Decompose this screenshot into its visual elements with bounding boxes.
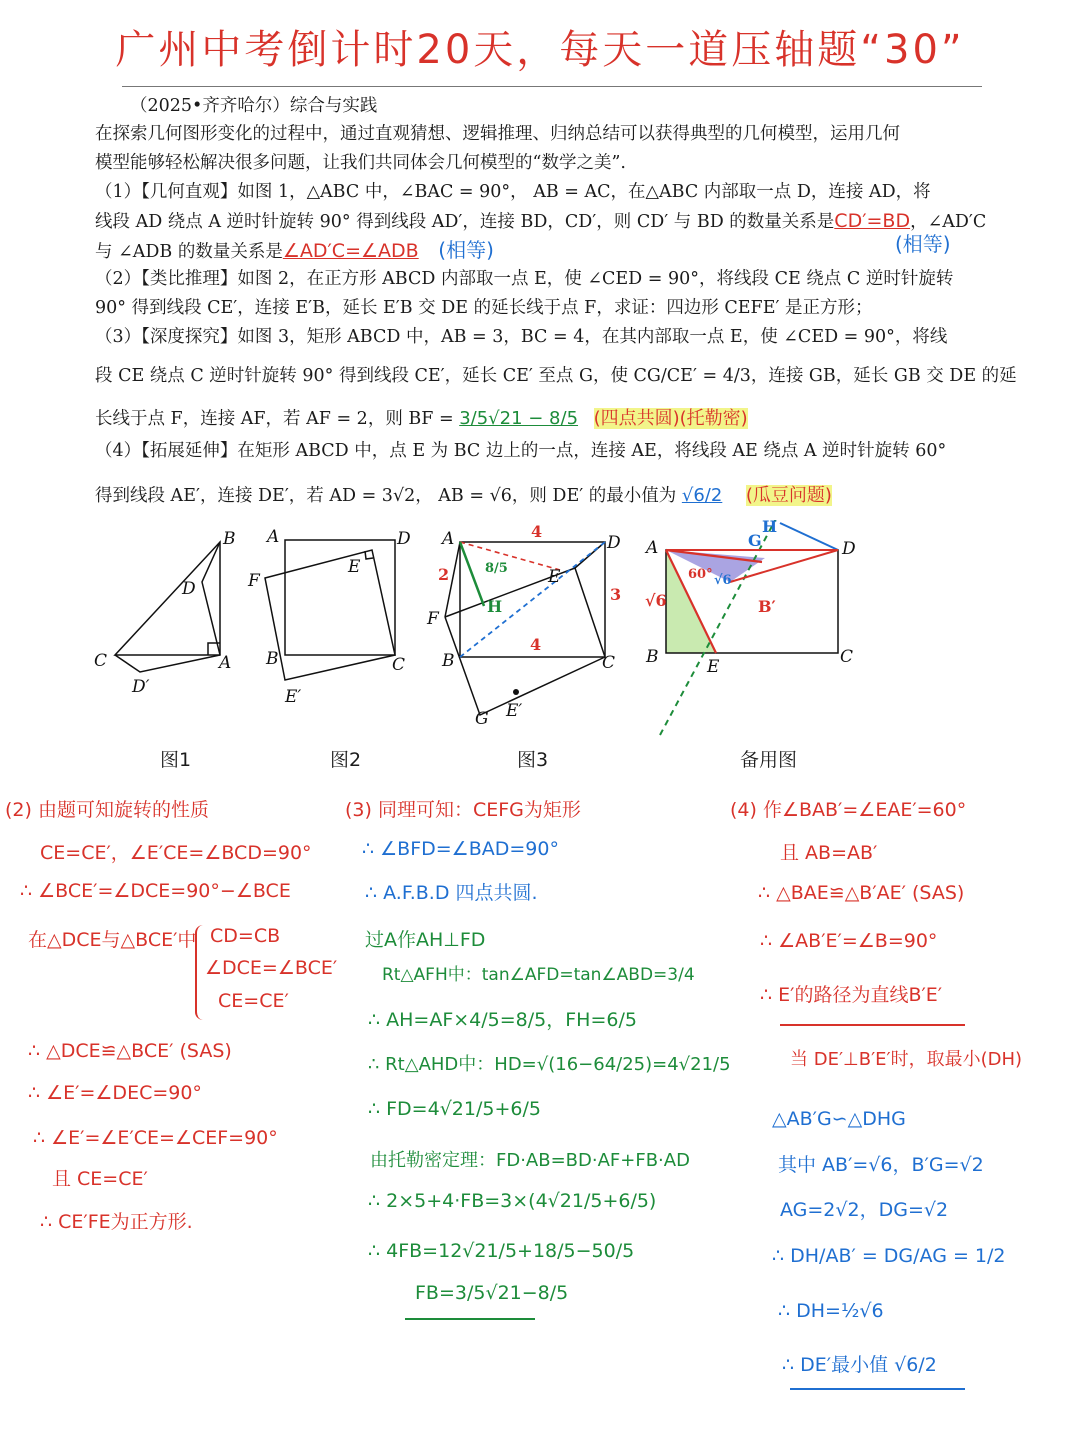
- sol2-line11: 且 CE=CE′: [52, 1168, 148, 1190]
- part3-line3: [95, 404, 748, 434]
- fig2-square-abcd: [285, 540, 395, 655]
- page-title: 广州中考倒计时20天，每天一道压轴题“30”: [115, 27, 965, 73]
- fig1-label-a: A: [219, 653, 232, 673]
- fig1-label-b: B: [223, 529, 236, 549]
- sol4-underline-2: [790, 1388, 965, 1390]
- fig3-label-f: F: [427, 609, 439, 629]
- sol4-line3: ∴ △BAE≌△B′AE′ (SAS): [758, 882, 965, 904]
- fig3-caption: 图3: [517, 749, 549, 771]
- fig3-label-eprime: E′: [506, 701, 523, 721]
- sol3-line1: (3) 同理可知：CEFG为矩形: [345, 799, 581, 821]
- fig2-label-b: B: [266, 649, 279, 669]
- fig4-label-c: C: [840, 647, 854, 667]
- fig2-label-f: F: [248, 571, 260, 591]
- fig4-mark-angle: 60°: [688, 567, 713, 582]
- fig3-label-a: A: [442, 529, 455, 549]
- sol3-line7: ∴ Rt△AHD中：HD=√(16−64/25)=4√21/5: [368, 1054, 731, 1075]
- part4-line2-text: 得到线段 AE′，连接 DE′，若 AD = 3√2， AB = √6，则 DE′ 的最小值为: [95, 486, 677, 506]
- fig1-label-c: C: [94, 651, 108, 671]
- sol3-line2: ∴ ∠BFD=∠BAD=90°: [362, 838, 559, 860]
- part4-line2: [95, 481, 832, 511]
- fig2-label-eprime: E′: [285, 687, 302, 707]
- sol4-line11: ∴ DH=½√6: [778, 1300, 884, 1322]
- sol3-line10: ∴ 2×5+4·FB=3×(4√21/5+6/5): [368, 1190, 657, 1212]
- fig1-triangle-abc: [115, 542, 220, 655]
- part1-answer-1: CD′=BD: [834, 210, 911, 232]
- fig3-segments-fg-gc: [445, 617, 605, 715]
- sol4-line2: 且 AB=AB′: [780, 842, 878, 864]
- problem-intro-2: 模型能够轻松解决很多问题，让我们共同体会几何模型的“数学之美”.: [95, 153, 626, 173]
- sol2-line1: (2) 由题可知旋转的性质: [5, 799, 209, 821]
- sol3-line6: ∴ AH=AF×4/5=8/5，FH=6/5: [368, 1009, 637, 1031]
- fig3-point-eprime: [513, 689, 519, 695]
- fig1-label-dprime: D′: [132, 677, 150, 697]
- part3-note: (四点共圆)(托勒密): [593, 408, 748, 429]
- sol2-line4: 在△DCE与△BCE′中: [28, 929, 197, 951]
- fig2-label-e: E: [348, 557, 361, 577]
- part1-line2-tail: ，∠AD′C: [910, 212, 987, 232]
- part1-note-2: (相等): [895, 232, 951, 256]
- fig3-segment-ah: [460, 542, 484, 606]
- part1-line2-text: 线段 AD 绕点 A 逆时针旋转 90° 得到线段 AD′，连接 BD，CD′，则 CD′ 与 BD 的数量关系是: [95, 212, 835, 232]
- part1-line2: [95, 207, 986, 237]
- fig3-label-d: D: [607, 533, 621, 553]
- part3-line2: 段 CE 绕点 C 逆时针旋转 90° 得到线段 CE′，延长 CE′ 至点 G，使 CG/CE′ = 4/3，连接 GB，延长 GB 交 DE 的延: [95, 366, 1017, 386]
- sol2-brace: [195, 925, 203, 1020]
- fig1-label-d: D: [182, 579, 196, 599]
- sol3-line8: ∴ FD=4√21/5+6/5: [368, 1098, 541, 1120]
- part1-note-1: (相等): [438, 238, 494, 262]
- title-divider: [122, 86, 982, 87]
- sol3-line5: Rt△AFH中：tan∠AFD=tan∠ABD=3/4: [382, 965, 695, 985]
- fig1-segments-cd-ad: [115, 655, 220, 672]
- fig3-mark-right: 3: [610, 585, 622, 604]
- sol2-line8: ∴ △DCE≌△BCE′ (SAS): [28, 1040, 232, 1062]
- fig3-mark-h: H: [487, 597, 503, 616]
- fig2-label-c: C: [392, 655, 406, 675]
- figure-2: [265, 540, 395, 680]
- sol2-line2: CE=CE′，∠E′CE=∠BCD=90°: [40, 842, 312, 864]
- part1-line3: [95, 236, 494, 267]
- sol2-line5: CD=CB: [210, 925, 281, 947]
- problem-intro-1: 在探索几何图形变化的过程中，通过直观猜想、逻辑推理、归纳总结可以获得典型的几何模型，运用几何: [95, 124, 900, 144]
- fig4-label-b: B: [646, 647, 659, 667]
- part3-answer: 3/5√21 − 8/5: [459, 408, 579, 429]
- sol2-line6: ∠DCE=∠BCE′: [205, 957, 338, 979]
- fig3-label-e: E: [548, 567, 561, 587]
- fig4-mark-g: G: [748, 531, 762, 550]
- sol3-line3: ∴ A.F.B.D 四点共圆.: [365, 882, 538, 904]
- fig4-mark-ab: √6: [645, 591, 667, 610]
- fig3-mark-top: 4: [531, 522, 543, 541]
- fig3-mark-left: 2: [438, 565, 450, 584]
- fig4-caption: 备用图: [740, 749, 798, 771]
- part1-answer-2: ∠AD′C=∠ADB: [282, 240, 419, 262]
- fig3-segment-ae: [460, 542, 560, 570]
- sol3-line11: ∴ 4FB=12√21/5+18/5−50/5: [368, 1240, 635, 1262]
- sol4-line10: ∴ DH/AB′ = DG/AG = 1/2: [772, 1245, 1006, 1267]
- sol3-line12: FB=3/5√21−8/5: [415, 1282, 569, 1304]
- sol4-line8: 其中 AB′=√6，B′G=√2: [778, 1154, 984, 1176]
- sol4-line4: ∴ ∠AB′E′=∠B=90°: [760, 930, 938, 952]
- sol2-line7: CE=CE′: [218, 990, 289, 1012]
- part1-line1: （1）【几何直观】如图 1，△ABC 中，∠BAC = 90°， AB = AC，在△ABC 内部取一点 D，连接 AD，将: [95, 182, 931, 202]
- fig2-label-d: D: [397, 529, 411, 549]
- figure-1: [115, 542, 220, 672]
- sol2-line3: ∴ ∠BCE′=∠DCE=90°−∠BCE: [20, 880, 291, 902]
- part3-line3-text: 长线于点 F，连接 AF，若 AF = 2，则 BF =: [95, 409, 454, 429]
- fig4-mark-bprime: B′: [758, 597, 776, 616]
- part4-line1: （4）【拓展延伸】在矩形 ABCD 中，点 E 为 BC 边上的一点，连接 AE，将线段 AE 绕点 A 逆时针旋转 60°: [95, 441, 947, 461]
- fig4-segment-dh: [780, 523, 838, 550]
- sol2-line10: ∴ ∠E′=∠E′CE=∠CEF=90°: [33, 1127, 278, 1149]
- sol3-underline: [405, 1318, 535, 1320]
- fig3-label-b: B: [442, 651, 455, 671]
- sol3-line4: 过A作AH⊥FD: [365, 929, 486, 951]
- fig4-mark-h: H: [762, 520, 778, 536]
- fig2-caption: 图2: [330, 749, 362, 771]
- figures-panel: [0, 520, 1080, 750]
- sol4-underline-1: [780, 1024, 965, 1026]
- fig4-mark-epath: √6: [714, 573, 732, 588]
- problem-source: （2025•齐齐哈尔）综合与实践: [130, 96, 378, 116]
- figure-4: [660, 520, 838, 735]
- fig3-mark-mid: 4: [530, 635, 542, 654]
- sol4-line6: 当 DE′⊥B′E′时，取最小(DH): [790, 1049, 1023, 1070]
- part4-answer: √6/2: [681, 485, 723, 506]
- fig3-label-g: G: [475, 709, 489, 729]
- sol4-line9: AG=2√2，DG=√2: [780, 1199, 949, 1221]
- fig4-label-d: D: [842, 539, 856, 559]
- sol2-line9: ∴ ∠E′=∠DEC=90°: [28, 1082, 202, 1104]
- fig4-label-a: A: [646, 538, 659, 558]
- part2-line1: （2）【类比推理】如图 2，在正方形 ABCD 内部取一点 E，使 ∠CED = 90°，将线段 CE 绕点 C 逆时针旋转: [95, 269, 954, 289]
- fig4-label-e: E: [707, 657, 720, 677]
- fig1-caption: 图1: [160, 749, 192, 771]
- sol4-line5: ∴ E′的路径为直线B′E′: [760, 984, 943, 1006]
- sol2-line12: ∴ CE′FE为正方形.: [40, 1211, 193, 1233]
- fig3-label-c: C: [602, 653, 616, 673]
- part4-note: (瓜豆问题): [745, 485, 832, 506]
- fig3-segments-fe-ec: [445, 568, 605, 657]
- sol4-line12: ∴ DE′最小值 √6/2: [782, 1354, 937, 1376]
- fig2-label-a: A: [267, 527, 280, 547]
- sol3-line9: 由托勒密定理：FD·AB=BD·AF+FB·AD: [370, 1150, 690, 1171]
- sol4-line7: △AB′G∽△DHG: [772, 1108, 906, 1130]
- fig3-mark-af: 8/5: [485, 561, 508, 576]
- part3-line1: （3）【深度探究】如图 3，矩形 ABCD 中，AB = 3，BC = 4，在其内部取一点 E，使 ∠CED = 90°，将线: [95, 327, 948, 347]
- part1-line3-text: 与 ∠ADB 的数量关系是: [95, 242, 283, 262]
- sol4-line1: (4) 作∠BAB′=∠EAE′=60°: [730, 799, 967, 821]
- part2-line2: 90° 得到线段 CE′，连接 E′B，延长 E′B 交 DE 的延长线于点 F，求证：四边形 CEFE′ 是正方形；: [95, 298, 873, 318]
